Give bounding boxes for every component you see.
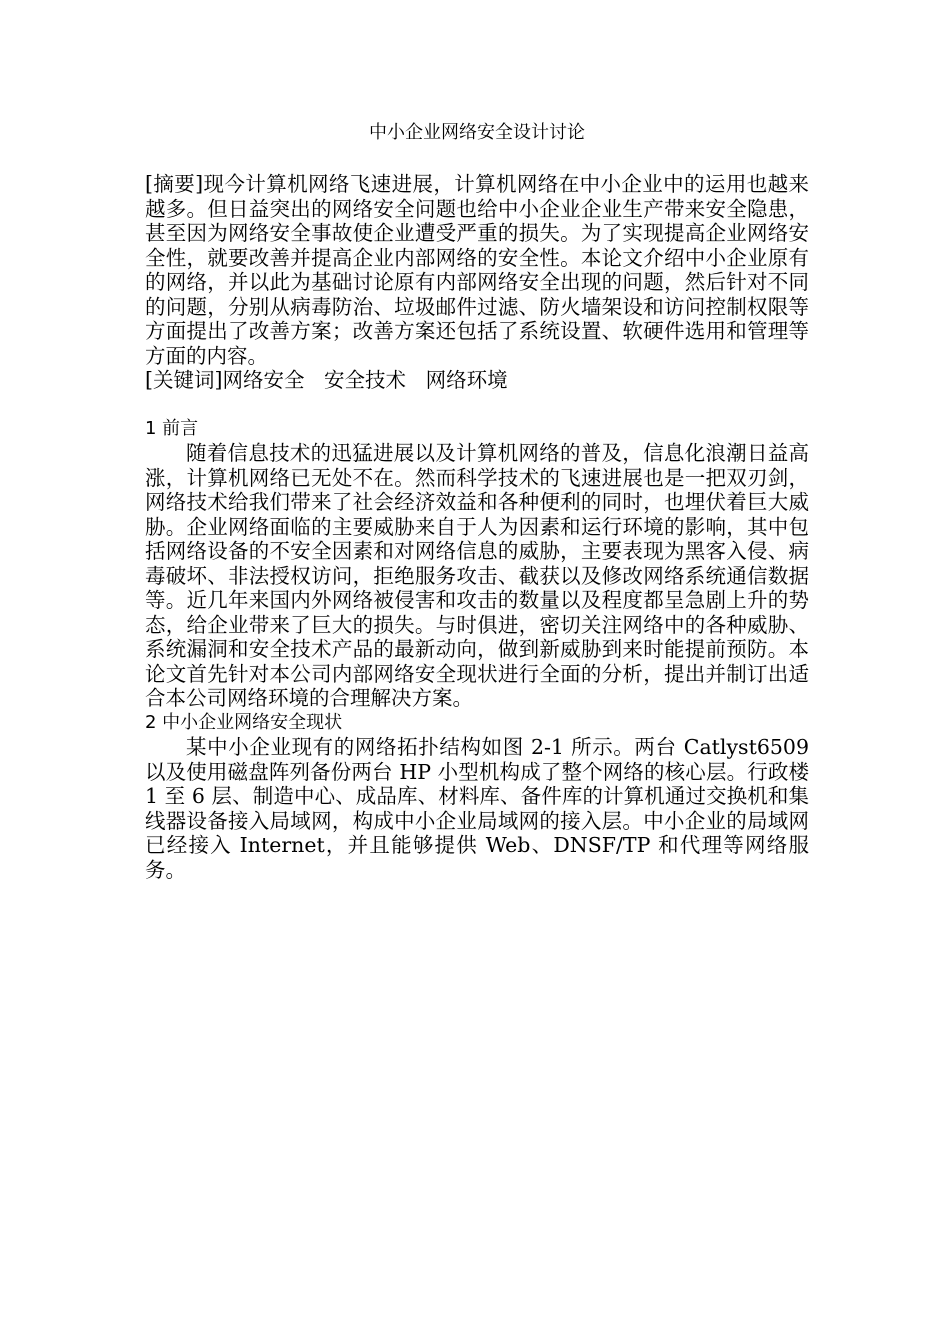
abstract-paragraph: [摘要]现今计算机网络飞速进展，计算机网络在中小企业中的运用也越来越多。但日益突出的网络安全问题也给中小企业企业生产带来安全隐患，甚至因为网络安全事故使企业遭受严重的损失。为了实现提高企业网络安全性，就要改善并提高企业内部网络的安全性。本论文介绍中小企业原有的网络，并以此为基础讨论原有内部网络安全出现的问题，然后针对不同的问题，分别从病毒防治、垃圾邮件过滤、防火墙架设和访问控制权限等方面提出了改善方案；改善方案还包括了系统设置、软硬件选用和管理等方面的内容。 bbox=[145, 172, 809, 368]
document-body bbox=[145, 118, 809, 882]
section-body-1: 随着信息技术的迅猛进展以及计算机网络的普及，信息化浪潮日益高涨，计算机网络已无处不在。然而科学技术的飞速进展也是一把双刃剑，网络技术给我们带来了社会经济效益和各种便利的同时，也埋伏着巨大威胁。企业网络面临的主要威胁来自于人为因素和运行环境的影响，其中包括网络设备的不安全因素和对网络信息的威胁，主要表现为黑客入侵、病毒破坏、非法授权访问，拒绝服务攻击、截获以及修改网络系统通信数据等。近几年来国内外网络被侵害和攻击的数量以及程度都呈急剧上升的势态，给企业带来了巨大的损失。与时俱进，密切关注网络中的各种威胁、系统漏洞和安全技术产品的最新动向，做到新威胁到来时能提前预防。本论文首先针对本公司内部网络安全现状进行全面的分析，提出并制订出适合本公司网络环境的合理解决方案。 bbox=[145, 441, 809, 710]
section-heading-1: 1 前言 bbox=[145, 417, 199, 439]
section-spacer bbox=[145, 393, 809, 417]
section-body-2: 某中小企业现有的网络拓扑结构如图 2-1 所示。两台 Catlyst6509 以及使用磁盘阵列备份两台 HP 小型机构成了整个网络的核心层。行政楼 1 至 6 层、制造中心、成品库、材料库、备件库的计算机通过交换机和集线器设备接入局域网，构成中小企业局域网的接入层。中小企业的局域网已经接入 Internet，并且能够提供 Web、DNSF/TP 和代理等网络服务。 bbox=[145, 735, 809, 882]
keywords-line: [关键词]网络安全 安全技术 网络环境 bbox=[145, 368, 508, 392]
section-heading-2: 2 中小企业网络安全现状 bbox=[145, 711, 343, 733]
page-title: 中小企业网络安全设计讨论 bbox=[369, 122, 585, 143]
